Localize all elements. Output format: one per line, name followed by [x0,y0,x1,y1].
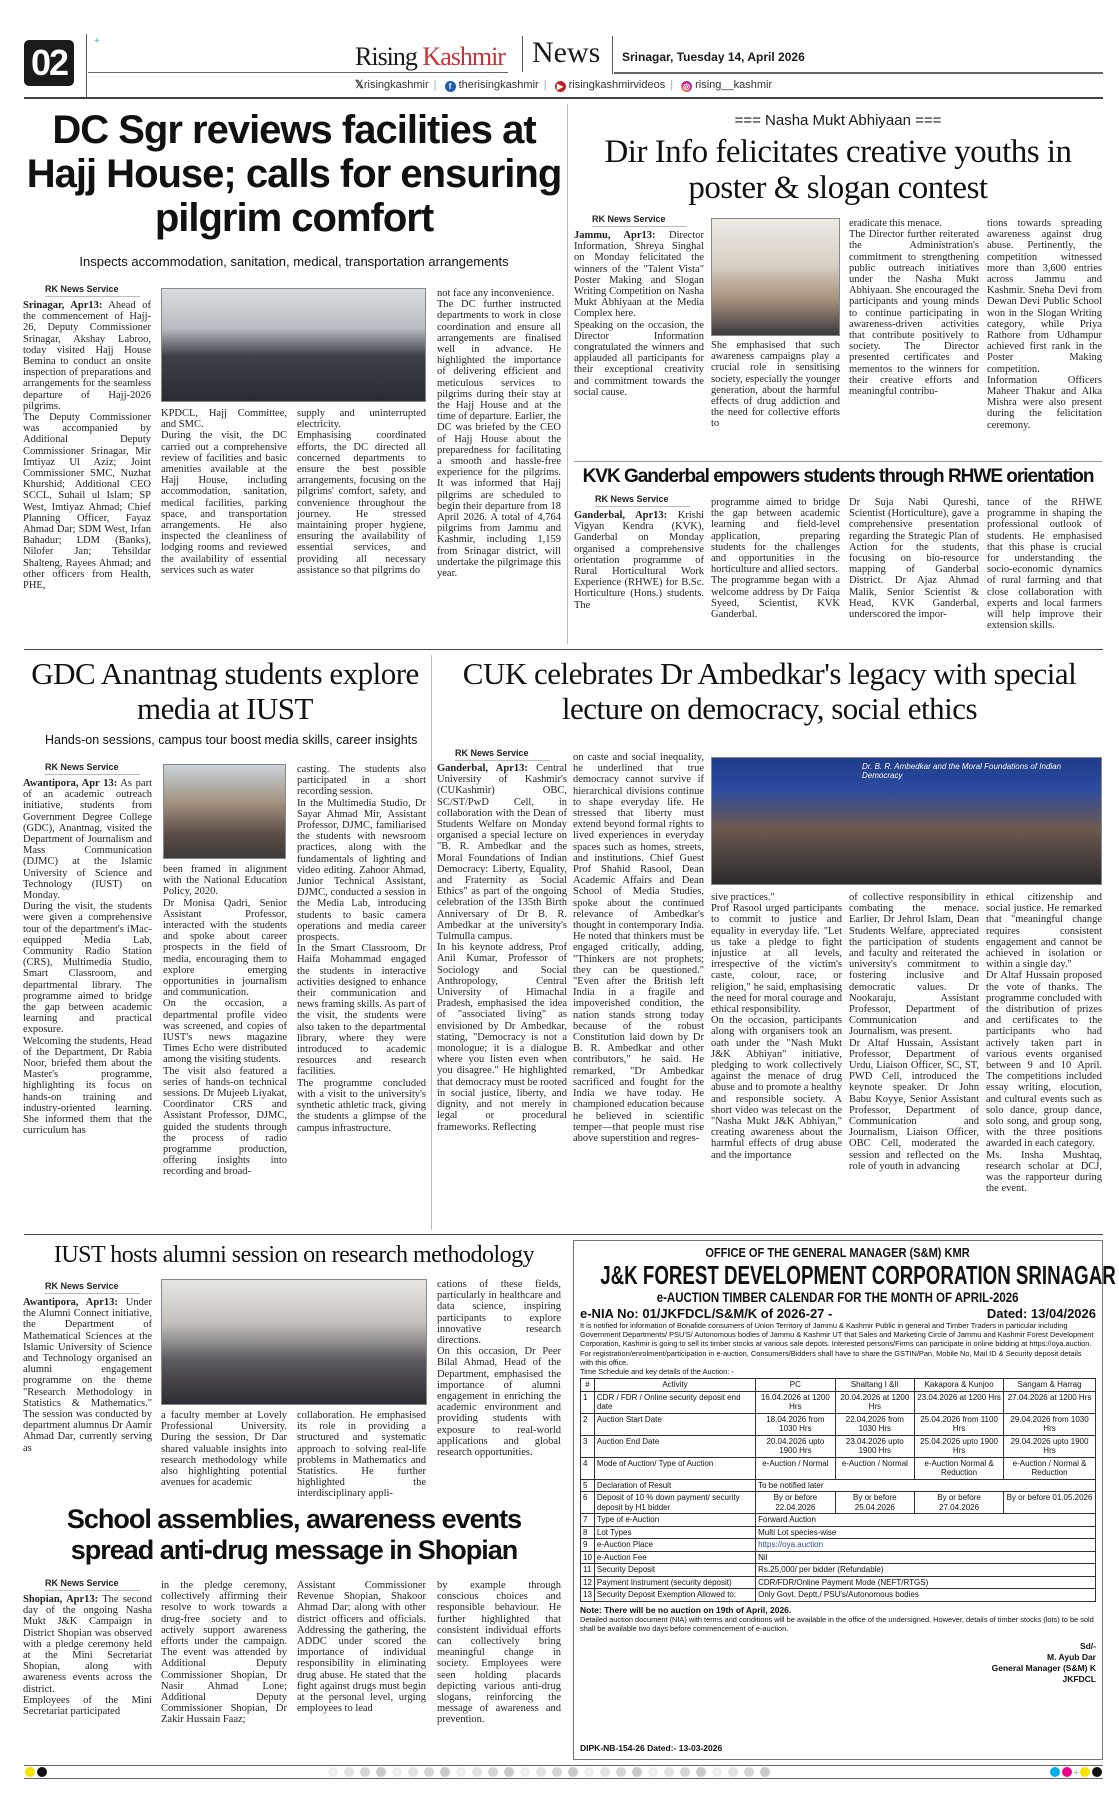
auction-link[interactable]: https://oya.auction [756,1539,1096,1552]
print-color-bar: + [24,1765,1103,1779]
table-cell: 22.04.2026 from 1030 Hrs [835,1413,914,1435]
byline: RK News Service [45,762,140,775]
table-header: Sangam & Harrag [1004,1379,1096,1392]
section-rule [24,1234,1103,1235]
social-link-youtube[interactable]: risingkashmirvideos [568,79,666,91]
article-column: Assistant Commissioner Revenue Shopian, Shakoor Ahmad Dar; along with other district officers and officials. Addressing the gathering, the ADDC under scored the importance of individual responsibility in eliminating drug abuse. He stated that the fight against drugs must begin at the personal level, urging employees to lead [297,1580,426,1715]
article-column: Shopian, Apr13: The second day of the ongoing Nasha Mukt J&K Campaign in District Shopian was observed with a pledge ceremony held at the Mini Secretariat Shopian, along with awareness events across the district. Employees of the Mini Secretariat participated [23,1594,152,1718]
byline: RK News Service [455,748,550,761]
byline: RK News Service [595,494,690,507]
color-swatch [504,1767,514,1777]
table-header: # [581,1379,595,1392]
color-swatch [664,1767,674,1777]
table-header: Activity [594,1379,755,1392]
page-number: 02 [24,40,74,86]
article-column: Dr Suja Nabi Qureshi, Scientist (Horticulture), gave a comprehensive presentation regarding the Strategic Plan of Action for the students, focusing on bio-resource mapping of Ganderbal District. Dr Ajaz Ahmad Malik, Senior Scientist & Head, KVK Ganderbal, underscored the impor- [849,497,979,621]
jkfdc-auction-notice [573,1240,1116,1760]
table-cell: 23.04.2026 at 1200 Hrs [915,1391,1004,1413]
table-cell: Auction Start Date [594,1413,755,1435]
article-column: tions towards spreading awareness against drug abuse. Pertinently, the competition witnessed more than 3,600 entries across Jammu and Kashmir. Sneha Devi from Dewan Devi Public School won in the Slogan Writing category, while Priya Rathore from Udhampur achieved first rank in the Poster Making competition. Information Officers Maheer Thakur and Alka Mishra were also present during the felicitation ceremony. [987,218,1102,431]
table-header: PC [756,1379,835,1392]
table-cell: e-Auction Normal & Reduction [915,1457,1004,1479]
table-row [581,1539,1096,1552]
kicker: === Nasha Mukt Abhiyaan === [734,112,942,129]
instagram-icon: ◎ [681,81,692,92]
color-swatch [696,1767,706,1777]
table-cell: e-Auction / Normal [756,1457,835,1479]
table-cell: e-Auction / Normal & Reduction [1004,1457,1096,1479]
table-cell: To be notified later [756,1479,1096,1492]
table-cell: By or before 01.05.2026 [1004,1492,1096,1514]
article-column: not face any inconvenience. The DC further instructed departments to work in close coordination and ensure all arrangements are finalised well in advance. He highlighted the importance of delivering efficient and meticulous services to pilgrims during their stay at the Hajj House and at the time of departure. Earlier, the DC was briefed by the CEO of Hajj House about the preparedness for facilitating a smooth and hassle-free experience for the pilgrims. It was informed that Hajj pilgrims are scheduled to begin their departure from 18 April 2026. A total of 4,764 pilgrims from Jammu and Kashmir, including 1,159 from Srinagar district, will undertake the pilgrimage this year. [437,288,561,580]
table-row [581,1551,1096,1564]
article-column: tance of the RHWE programme in shaping the professional outlook of students. He emphasised that this phase is crucial for understanding the socio-economic dynamics of rural farming and that close collaboration with experts and local farmers will help improve their extension skills. [987,497,1102,632]
photo-dc-inspection [161,288,426,402]
color-swatch [520,1767,530,1777]
ad-registration: For registration/enrolment/participation in e-auction, Consumers/Bidders shall have to share the GSTIN/Pan, Mobile No, Mail ID & Security deposit details with this office. [580,1348,1082,1367]
headline-gdc-anantnag: GDC Anantnag students explore media at IUST [31,656,419,726]
color-swatch [600,1767,610,1777]
color-swatch [376,1767,386,1777]
header-rule [24,97,1103,99]
article-column: of collective responsibility in combating the menace. Earlier, Dr Jehrol Islam, Dean Students Welfare, appreciated the participation of students and faculty and reiterated the university's commitment to fostering inclusive and democratic values. Dr Nookaraju, Assistant Professor, Department of Communication and Journalism, was present. Dr Altaf Hussain, Assistant Professor, Department of Urdu, Liaison Officer, SC, ST, PWD Cell, introduced the keynote speaker. Dr John Babu Koyye, Senior Assistant Professor, Department of Communication and Journalism, Liaison Officer, OBC Cell, moderated the session and reflected on the role of youth in advancing [849,892,979,1172]
color-swatch [712,1767,722,1777]
social-link-facebook[interactable]: therisingkashmir [458,79,539,91]
table-cell: 25.04.2026 upto 1900 Hrs [915,1435,1004,1457]
table-header: Shaltang I &II [835,1379,914,1392]
table-cell: Mode of Auction/ Type of Auction [594,1457,755,1479]
article-column: programme aimed to bridge the gap between academic learning and field-level application, preparing students for the challenges and opportunities in the horticulture and allied sectors. The programme began with a welcome address by Dr Faiqa Syeed, Scientist, KVK Ganderbal. [711,497,840,621]
table-row [581,1492,1096,1514]
article-column: Ganderbal, Apr13: Krishi Vigyan Kendra (KVK), Ganderbal on Monday organised a comprehensive orientation programme of Rural Horticultural Work Experience (RHWE) for B.Sc. Horticulture (Hons.) students. The [574,510,704,611]
section-rule [24,649,1103,650]
headline-iust-alumni: IUST hosts alumni session on research methodology [53,1242,535,1268]
table-row [581,1457,1096,1479]
article-column: by example through conscious choices and responsible behaviour. He further highlighted that consistent individual efforts can collectively bring meaningful change in society. Employees were seen holding placards depicting various anti-drug slogans, reinforcing the message of awareness and prevention. [437,1580,561,1726]
photo-felicitation [711,218,840,336]
table-cell: Forward Auction [756,1514,1096,1527]
color-swatch [568,1767,578,1777]
table-cell: 25.04.2026 from 1100 Hrs [915,1413,1004,1435]
table-cell: 5 [581,1479,595,1492]
rule [574,461,1102,462]
table-cell: 29.04.2026 from 1030 Hrs [1004,1413,1096,1435]
table-cell: Lot Types [594,1526,755,1539]
article-column: Ganderbal, Apr13: Central University of Kashmir's (CUKashmir) OBC, SC/ST/PwD Cell, in collaboration with the Dean of Students Welfare on Monday organised a special lecture on "B. R. Ambedkar and the Moral Foundations of Indian Democracy: Liberty, Equality, and Fraternity as Social Ethics" as part of the ongoing celebration of the 135th Birth Anniversary of Dr B. R. Ambedkar at the university's Tulmulla campus. In his keynote address, Prof Anil Kumar, Professor of Sociology and Social Anthropology, Central University of Himachal Pradesh, emphasised the idea of "associated living" as envisioned by Dr Ambedkar, stating, "Democracy is not a monologue; it is a dialogue where you listen even when you disagree." He highlighted that democracy must be rooted in social justice, liberty, and dignity, and not merely in legal or procedural frameworks. Reflecting [437,763,567,1133]
table-row [581,1576,1096,1589]
table-cell: Declaration of Result [594,1479,755,1492]
table-row [581,1514,1096,1527]
table-cell: 3 [581,1435,595,1457]
table-row [581,1391,1096,1413]
table-row [581,1413,1096,1435]
color-swatch [552,1767,562,1777]
table-cell: 1 [581,1391,595,1413]
color-swatch [440,1767,450,1777]
table-cell: 6 [581,1492,595,1514]
table-cell: Type of e-Auction [594,1514,755,1527]
table-cell: Rs.25,000/ per bidder (Refundable) [756,1564,1096,1577]
photo-cuk-lecture [711,757,1102,885]
article-column: cations of these fields, particularly in healthcare and data science, inspiring participants to explore innovative research directions. On this occasion, Dr Peer Bilal Ahmad, Head of the Department, emphasised the importance of alumni engagement in enriching the academic environment and providing students with exposure to real-world applications and global research opportunities. [437,1279,561,1459]
table-cell: By or before 22.04.2026 [756,1492,835,1514]
table-cell: 11 [581,1564,595,1577]
table-cell: e-Auction / Normal [835,1457,914,1479]
subhead: Hands-on sessions, campus tour boost media skills, career insights [45,733,418,747]
table-cell: 10 [581,1551,595,1564]
divider [86,34,87,98]
photo-alumni-session [161,1279,427,1405]
subhead: Inspects accommodation, sanitation, medical, transportation arrangements [79,254,509,269]
article-column: been framed in alignment with the National Education Policy, 2020. Dr Monisa Qadri, Senior Assistant Professor, interacted with the students and spoke about career prospects in the field of media, encouraging them to explore emerging opportunities in journalism and communication. On the occasion, a departmental profile video was screened, and copies of IUST's news magazine Times Echo were distributed among the visiting students. The visit also featured a series of hands-on technical sessions. Dr Mujeeb Liyakat, Coordinator CRS and Assistant Professor, DJMC, guided the students through the process of radio programme production, offering insights into recording and broad- [163,864,287,1178]
ad-org: J&K FOREST DEVELOPMENT CORPORATION SRINAGAR [600,1260,1116,1290]
article-column: eradicate this menace. The Director further reiterated the Administration's commitment to strengthening public outreach initiatives under the Nasha Mukt Abhiyaan. She encouraged the participants and young minds to continue participating in awareness-driven activities that contribute positively to society. The Director presented certificates and mementos to the winners for their creative efforts and meaningful contribu- [849,218,979,398]
table-cell: Security Deposit Exemption Allowed to: [594,1589,755,1602]
headline-cuk-ambedkar: CUK celebrates Dr Ambedkar's legacy with special lecture on democracy, social ethics [462,656,1077,726]
rule [614,72,1103,74]
ad-detail: Detailed auction document (NIA) with terms and conditions will be available in the office of the undersigned. However, details of timber stocks (lots) to be sold shall be available two days before commencement of e-auction. [580,1614,1094,1633]
ad-nia: e-NIA No: 01/JKFDCL/S&M/K of 2026-27 - [580,1306,833,1321]
color-swatch [360,1767,370,1777]
table-cell: Multi Lot species-wise [756,1526,1096,1539]
ad-office: OFFICE OF THE GENERAL MANAGER (S&M) KMR [705,1245,971,1260]
table-cell: 7 [581,1514,595,1527]
ad-dipk-ref: DIPK-NB-154-26 Dated:- 13-03-2026 [580,1743,723,1753]
table-cell: e-Auction Place [594,1539,755,1552]
color-swatch [648,1767,658,1777]
table-cell: 8 [581,1526,595,1539]
article-column: in the pledge ceremony, collectively affirming their resolve to work towards a drug-free society and to actively support awareness efforts under the campaign. The event was attended by Additional Deputy Commissioner Shopian, Dr Nasir Ahmad Lone; Additional Deputy Commissioner Shopian, Dr Zakir Hussain Faaz; [161,1580,287,1726]
table-cell: 12 [581,1576,595,1589]
ad-note: Note: There will be no auction on 19th of April, 2026. [580,1604,792,1615]
color-swatch [328,1767,338,1777]
table-cell: CDR/FDR/Online Payment Mode (NEFT/RTGS) [756,1576,1096,1589]
table-cell: Only Govt. Deptt./ PSU's/Autonomous bodies [756,1589,1096,1602]
table-row [581,1435,1096,1457]
table-cell: Auction End Date [594,1435,755,1457]
table-cell: 18.04.2026 from 1030 Hrs [756,1413,835,1435]
x-icon: 𝕏 [355,79,364,91]
youtube-icon: ▶ [555,81,566,92]
article-column: She emphasised that such awareness campaigns play a crucial role in sensitising society, especially the younger generation, about the harmful effects of drug addiction and the need for collective efforts to [711,340,840,430]
article-column: Awantipora, Apr13: Under the Alumni Connect initiative, the Department of Mathematical Sciences at the Islamic University of Science and Technology organised an alumni engagement programme on the theme "Research Methodology in Statistics & Mathematics." The session was conducted by department alumnus Dr Aamir Ahmad Dar, currently serving as [23,1297,152,1454]
table-cell: 29.04.2026 upto 1900 Hrs [1004,1435,1096,1457]
headline-kvk: KVK Ganderbal empowers students through RHWE orientation [582,466,1094,487]
article-column: ethical citizenship and social justice. He remarked that "meaningful change requires consistent engagement and cannot be achieved in isolation or within a single day." Dr Altaf Hussain proposed the vote of thanks. The programme concluded with the distribution of prizes and certificates to the participants who had actively taken part in various events organised between 9 and 10 April. The competitions included essay writing, elocution, and cultural events such as solo dance, group dance, solo song, and group song, with the three positions awarded in each category. Ms. Insha Mushtaq, research scholar at DCJ, was the rapporteur during the event. [986,892,1102,1195]
table-cell: CDR / FDR / Online security deposit end date [594,1391,755,1413]
color-swatch [760,1767,770,1777]
table-cell: 2 [581,1413,595,1435]
headline-dir-info: Dir Info felicitates creative youths in poster & slogan contest [604,134,1072,206]
table-cell: Deposit of 10 % down payment/ security deposit by H1 bidder [594,1492,755,1514]
photo-banner-text: Dr. B. R. Ambedkar and the Moral Foundations of Indian Democracy [862,762,1062,780]
byline: RK News Service [45,1281,140,1294]
table-cell: 13 [581,1589,595,1602]
section-title: News [532,36,601,69]
table-cell: 27.04.2026 at 1200 Hrs [1004,1391,1096,1413]
table-cell: Security Deposit [594,1564,755,1577]
color-swatch [472,1767,482,1777]
column-divider [567,104,568,644]
table-cell: 20.04.2026 at 1200 Hrs [835,1391,914,1413]
color-swatch [344,1767,354,1777]
table-cell: 16.04.2026 at 1200 Hrs [756,1391,835,1413]
article-column: sive practices." Prof Rasool urged participants to commit to justice and equality in everyday life. "Let us take a pledge to fight injustice at all levels, irrespective of the victim's caste, colour, race, or religion," he said, emphasising the need for moral courage and ethical responsibility. On the occasion, participants along with organisers took an oath under the "Nash Mukt J&K Abhiyan" initiative, pledging to work collectively against the menace of drug abuse and to promote a healthy and responsible society. A short video was telecast on the "Nasha Mukt J&K Abhiyan," creating awareness about the harmful effects of drug abuse and the importance [711,892,842,1161]
headline-shopian: School assemblies, awareness events spread anti-drug message in Shopian [66,1504,522,1565]
ad-signature: Sd/- M. Ayub Dar General Manager (S&M) K JKFDCL [991,1641,1096,1685]
table-cell: 23.04.2026 upto 1900 Hrs [835,1435,914,1457]
color-swatch [488,1767,498,1777]
ad-dated: Dated: 13/04/2026 [986,1306,1096,1321]
color-swatch [536,1767,546,1777]
table-cell: Payment Instrument (security deposit) [594,1576,755,1589]
article-column: a faculty member at Lovely Professional University. During the session, Dr Dar shared valuable insights into research methodology while also highlighting potential avenues for academic [161,1410,287,1489]
article-column: casting. The students also participated in a short recording session. In the Multimedia Studio, Dr Sayar Ahmad Mir, Assistant Professor, DJMC, familiarised the students with newsroom practices, along with the fundamentals of lighting and video editing. Zahoor Ahmad, Junior Technical Assistant, DJMC, conducted a session in the Media Lab, introducing students to basic camera operations and media career prospects. In the Smart Classroom, Dr Haifa Mohammad engaged the students in interactive activities designed to enhance their communication and news framing skills. As part of the visit, the students were also taken to the departmental library, where they were introduced to academic resources and research facilities. The programme concluded with a visit to the university's synthetic athletic track, giving the students a glimpse of the campus infrastructure. [297,764,426,1134]
article-column: Jammu, Apr13: Director Information, Shreya Singhal on Monday felicitated the winners of the "Talent Vista" Poster Making and Slogan Writing Competition on Nasha Mukt Abhiyaan at the Media Complex here. Speaking on the occasion, the Director Information congratulated the winners and applauded all participants for their exceptional creativity and commitment towards the social cause. [574,230,704,398]
table-cell: By or before 25.04.2026 [835,1492,914,1514]
color-swatch [680,1767,690,1777]
headline-dc-hajj-house: DC Sgr reviews facilities at Hajj House; calls for ensuring pilgrim comfort [26,108,562,240]
issue-date: Srinagar, Tuesday 14, April 2026 [622,50,805,64]
article-column: KPDCL, Hajj Committee, and SMC. During the visit, the DC carried out a comprehensive review of facilities and basic amenities available at the Hajj House, including accommodation, sanitation, medical facilities, parking space, and transportation arrangements. He also inspected the cleanliness of lodging rooms and reviewed the availability of essential services such as water [161,408,287,576]
color-swatch [728,1767,738,1777]
article-column: on caste and social inequality, he underlined that true democracy cannot survive if hierarchical divisions continue to shape everyday life. He stressed that liberty must extend beyond formal rights to lived experiences in everyday spaces such as homes, streets, and institutions. Chief Guest Prof Shahid Rasool, Dean Academic Affairs and Dean School of Media Studies, spoke about the continued relevance of Ambedkar's thought in contemporary India. He noted that thinkers must be engaged critically, adding, "Thinkers are not prophets; they can be questioned." "Even after the British left India in a fragile and impoverished condition, the nation stands strong today because of the robust Constitution laid down by Dr B. R. Ambedkar and other contributors," he said. He remarked, "Dr Ambedkar sacrificed and fought for the India we have today. He championed education because he believed in scientific temper—that people must rise above superstition and regres- [573,752,704,1144]
table-cell: Nil [756,1551,1096,1564]
table-row [581,1589,1096,1602]
column-divider [431,655,432,1230]
social-link-x[interactable]: risingkashmir [363,79,429,91]
color-swatch [632,1767,642,1777]
article-column: Awantipora, Apr 13: As part of an academic outreach initiative, students from Government Degree College (GDC), Anantnag, visited the Department of Journalism and Mass Communication (DJMC) at the Islamic University of Science and Technology (IUST) on Monday. During the visit, the students were given a comprehensive tour of the department's iMac-equipped Media Lab, Community Radio Station (CRS), Multimedia Studio, Smart Classroom, and departmental library. The programme aimed to bridge the gap between academic learning and practical exposure. Welcoming the students, Head of the Department, Dr Rabia Noor, briefed them about the Master's programme, highlighting its focus on hands-on training and industry-oriented learning. She informed them that the curriculum has [23,778,152,1137]
table-header: Kakapora & Kunjoo [915,1379,1004,1392]
ad-intro: It is notified for information of Bonafide consumers of Union Territory of Jammu & Kashmir Public in general and Timber Traders in particular including Government Departments/ PSU'S/ Autonomous bodies of Jammu & Kashmir UT that Sales and Marketing Circle of Jammu and Kashmir Forest Development Corporation, Kashmir is going to sell its timber stocks at various sale depots. Interested persons/Firms can participate in online bidding at https://oya.auction. [580,1321,1094,1349]
photo-gdc-students [163,764,286,859]
registration-mark-icon: + [94,36,100,47]
masthead-logo: Rising Kashmir [355,42,505,71]
table-cell: 20.04.2026 upto 1900 Hrs [756,1435,835,1457]
byline: RK News Service [45,1578,140,1591]
color-swatch [408,1767,418,1777]
article-column: supply and uninterrupted electricity. Emphasising coordinated efforts, the DC directed all concerned departments to ensure the best possible arrangements, focusing on the pilgrims' comfort, safety, and convenience throughout the journey. He stressed maintaining proper hygiene, ensuring the availability of essential services, and providing all necessary assistance so that pilgrims do [297,408,426,576]
article-column: collaboration. He emphasised its role in providing a structured and systematic approach to solving real-life problems in Mathematics and Statistics. He further highlighted the interdisciplinary appli- [297,1410,426,1500]
article-column: Srinagar, Apr13: Ahead of the commencement of Hajj-26, Deputy Commissioner Srinagar, Akshay Labroo, today visited Hajj House Bemina to conduct an onsite inspection of preparations and arrangements for the seamless departure of Hajj-2026 pilgrims. The Deputy Commissioner was accompanied by Additional Deputy Commissioner Srinagar, Mir Imtiyaz Ul Aziz; Joint Commissioner SMC, Nuzhat Khurshid; Additional CEO SCCL, Suhail ul Islam; SP West, Imtiyaz Ahmad; Chief Planning Officer, Fayaz Ahmad Dar; SDM West, Irfan Bahadur; LDM (Banks), Nilofer Jan; Tehsildar Shalteng, Rayees Ahmad; and other officers from Health, PHE, [23,300,151,592]
color-swatch [616,1767,626,1777]
social-handles: 𝕏risingkashmir | f therisingkashmir | ▶ risingkashmirvideos | ◎ rising__kashmir [355,79,773,91]
social-link-instagram[interactable]: rising__kashmir [695,79,773,91]
rule [88,72,508,73]
table-cell: By or before 27.04.2026 [915,1492,1004,1514]
facebook-icon: f [445,81,456,92]
table-cell: 9 [581,1539,595,1552]
auction-schedule-table [580,1378,1096,1602]
ad-title: e-AUCTION TIMBER CALENDAR FOR THE MONTH OF APRIL-2026 [657,1289,1019,1305]
table-row [581,1479,1096,1492]
color-swatch [424,1767,434,1777]
table-row [581,1564,1096,1577]
color-swatch [744,1767,754,1777]
color-swatch [456,1767,466,1777]
table-cell: e-Auction Fee [594,1551,755,1564]
color-swatch [584,1767,594,1777]
byline: RK News Service [45,284,140,297]
byline: RK News Service [592,214,687,227]
ad-schedule-label: Time Schedule and key details of the Auction: - [580,1367,734,1377]
table-row [581,1526,1096,1539]
divider [522,36,523,72]
color-swatch [392,1767,402,1777]
table-cell: 4 [581,1457,595,1479]
divider [612,36,613,74]
